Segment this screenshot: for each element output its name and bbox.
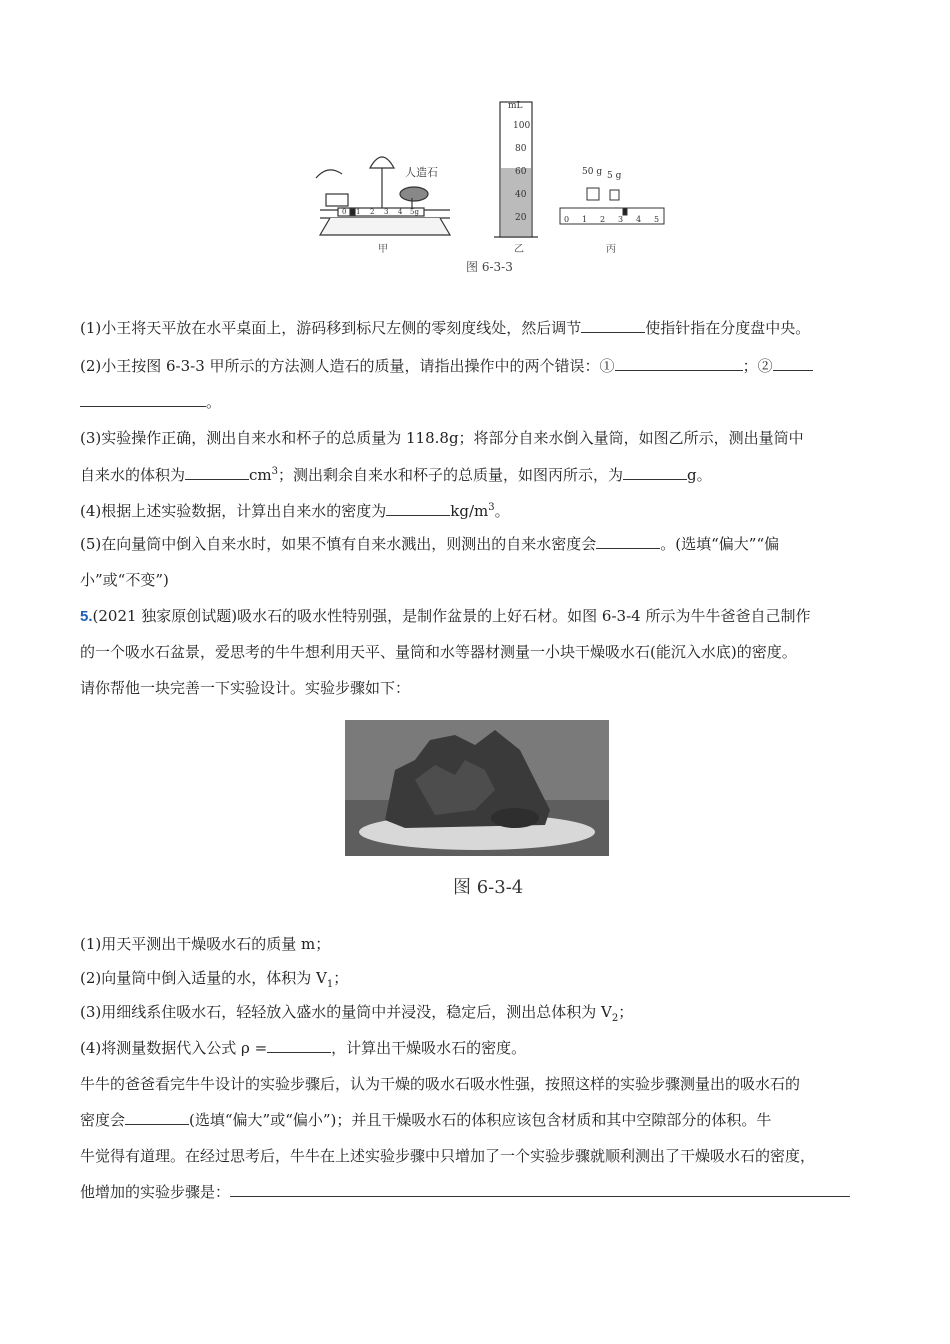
weight-50g-label: 50 g <box>582 167 603 177</box>
svg-text:2: 2 <box>600 215 606 224</box>
figure-6-3-4-caption: 图 6-3-4 <box>453 877 524 898</box>
q4-part2: (2)小王按图 6-3-3 甲所示的方法测人造石的质量，请指出操作中的两个错误：① ；② <box>80 356 813 376</box>
q4-part5-line1: (5)在向量筒中倒入自来水时，如果不慎有自来水溅出，则测出的自来水密度会 。(选填“偏大”“偏 <box>80 535 780 553</box>
weights-illustration <box>587 188 619 200</box>
question-number: 5. <box>80 608 93 625</box>
svg-text:0: 0 <box>564 215 570 224</box>
q5-step3: (3)用细线系住吸水石，轻轻放入盛水的量筒中并浸没，稳定后，测出总体积为 $V_2$； <box>80 1003 634 1024</box>
q4-part4: (4)根据上述实验数据，计算出自来水的密度为 $kg/m^3$。 <box>80 502 510 520</box>
bonsai-stone-photo <box>345 720 609 856</box>
answer-blank[interactable] <box>615 356 743 371</box>
svg-text:mL: mL <box>508 101 523 111</box>
q5-intro-line3: 请你帮他一块完善一下实验设计。实验步骤如下： <box>80 679 411 697</box>
svg-text:1: 1 <box>582 215 588 224</box>
balance-cylinder-diagram <box>290 90 670 280</box>
svg-text:4: 4 <box>636 215 642 224</box>
q4-part3-line2: 自来水的体积为 $cm^3$；测出剩余自来水和杯子的总质量，如图丙所示，为 g。 <box>80 466 712 484</box>
answer-blank[interactable] <box>596 534 660 549</box>
answer-blank[interactable] <box>125 1110 189 1125</box>
answer-blank[interactable] <box>773 356 813 371</box>
q5-conclusion-line1: 牛牛的爸爸看完牛牛设计的实验步骤后，认为干燥的吸水石吸水性强，按照这样的实验步骤测量出的吸水石的 <box>80 1075 801 1093</box>
svg-text:0: 0 <box>342 208 347 216</box>
answer-blank[interactable] <box>230 1182 850 1197</box>
q4-part5-line2: 小”或“不变”) <box>80 571 169 589</box>
rider-ruler <box>560 208 664 224</box>
q5-conclusion-line2: 密度会 (选填“偏大”或“偏小”)；并且干燥吸水石的体积应该包含材质和其中空隙部分的体积。牛 <box>80 1111 772 1129</box>
q4-part3-line1: (3)实验操作正确，测出自来水和杯子的总质量为 118.8g；将部分自来水倒入量筒，如图乙所示，测出量筒中 <box>80 429 804 447</box>
q4-part2-cont: 。 <box>80 392 221 412</box>
q5-intro-line2: 的一个吸水石盆景，爱思考的牛牛想利用天平、量筒和水等器材测量一小块干燥吸水石(能沉入水底)的密度。 <box>80 643 797 661</box>
figure-6-3-3-caption: 图 6-3-3 <box>466 260 513 274</box>
figure-6-3-3 <box>290 90 670 280</box>
q5-conclusion-line3: 牛觉得有道理。在经过思考后，牛牛在上述实验步骤中只增加了一个实验步骤就顺利测出了干燥吸水石的密度， <box>80 1147 816 1165</box>
svg-text:3: 3 <box>618 215 624 224</box>
svg-text:100: 100 <box>513 121 531 131</box>
q5-step1: (1)用天平测出干燥吸水石的质量 m； <box>80 935 331 953</box>
svg-text:4: 4 <box>398 208 403 216</box>
answer-blank[interactable] <box>185 465 249 480</box>
q5-conclusion-line4: 他增加的实验步骤是： <box>80 1182 850 1202</box>
svg-text:2: 2 <box>370 208 375 216</box>
label-jia: 甲 <box>378 244 388 255</box>
svg-text:60: 60 <box>515 167 527 177</box>
svg-text:80: 80 <box>515 144 527 154</box>
q4-part1: (1)小王将天平放在水平桌面上，游码移到标尺左侧的零刻度线处，然后调节 使指针指在分度盘中央。 <box>80 319 811 337</box>
svg-text:1: 1 <box>356 208 361 216</box>
svg-text:3: 3 <box>384 208 389 216</box>
label-yi: 乙 <box>514 244 524 255</box>
svg-text:20: 20 <box>515 213 527 223</box>
svg-text:5: 5 <box>654 215 660 224</box>
weight-5g-label: 5 g <box>607 171 622 181</box>
answer-blank[interactable] <box>623 465 687 480</box>
answer-blank[interactable] <box>267 1038 331 1053</box>
label-bing: 丙 <box>606 244 616 255</box>
q5-intro-line1: 5.(2021 独家原创试题)吸水石的吸水性特别强，是制作盆景的上好石材。如图 6-3-4 所示为牛牛爸爸自己制作 <box>80 607 811 625</box>
answer-blank[interactable] <box>386 501 450 516</box>
q5-step2: (2)向量筒中倒入适量的水，体积为 $V_1$； <box>80 969 349 990</box>
q5-step4: (4)将测量数据代入公式 ρ = ，计算出干燥吸水石的密度。 <box>80 1039 527 1057</box>
stone-label: 人造石 <box>405 166 438 179</box>
svg-text:40: 40 <box>515 190 527 200</box>
answer-blank[interactable] <box>80 392 206 407</box>
svg-text:5g: 5g <box>410 208 419 216</box>
answer-blank[interactable] <box>581 318 645 333</box>
